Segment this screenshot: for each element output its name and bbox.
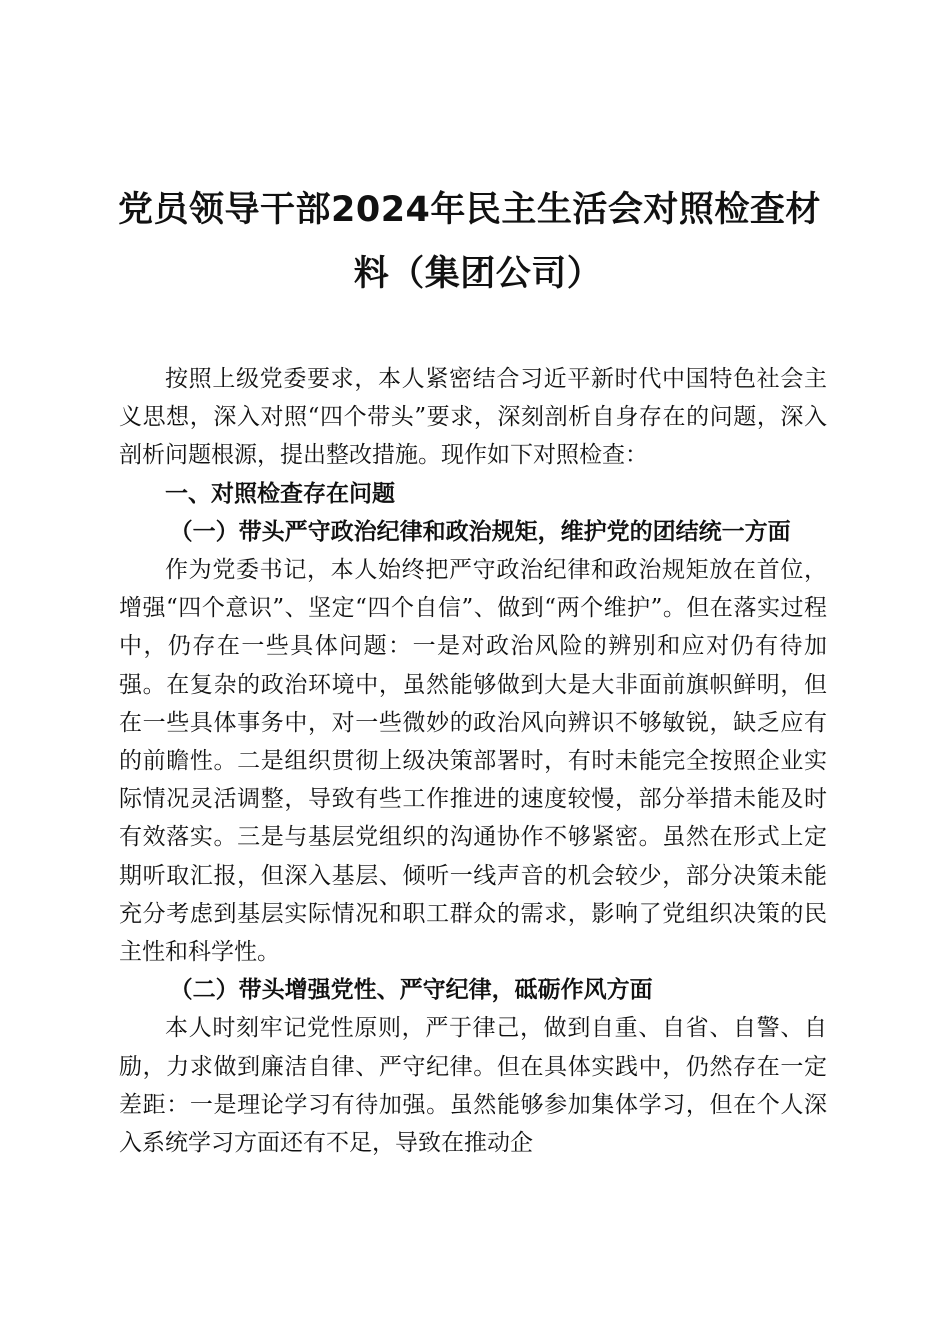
document-title — [118, 178, 838, 306]
section-1-heading: 一、对照检查存在问题 — [165, 480, 395, 507]
title-line-1: 党员领导干部2024年民主生活会对照检查材 — [118, 190, 821, 230]
document-body — [119, 360, 827, 1162]
subsection-2-paragraph: 本人时刻牢记党性原则，严于律己，做到自重、自省、自警、自励，力求做到廉洁自律、严守纪律。但在具体实践中，仍然存在一定差距：一是理论学习有待加强。虽然能够参加集体学习，但在个人深入系统学习方面还有不足，导致在推动企 — [119, 1015, 827, 1157]
intro-paragraph: 按照上级党委要求，本人紧密结合习近平新时代中国特色社会主义思想，深入对照“四个带头”要求，深刻剖析自身存在的问题，深入剖析问题根源，提出整改措施。现作如下对照检查： — [119, 366, 827, 469]
title-line-2: 料（集团公司） — [353, 254, 603, 294]
subsection-1-heading: （一）带头严守政治纪律和政治规矩，维护党的团结统一方面 — [169, 517, 791, 545]
subsection-2-heading: （二）带头增强党性、严守纪律，砥砺作风方面 — [169, 976, 653, 1004]
subsection-1-paragraph: 作为党委书记，本人始终把严守政治纪律和政治规矩放在首位，增强“四个意识”、坚定“四个自信”、做到“两个维护”。但在落实过程中，仍存在一些具体问题：一是对政治风险的辨别和应对仍有待加强。在复杂的政治环境中，虽然能够做到大是大非面前旗帜鲜明，但在一些具体事务中，对一些微妙的政治风向辨识不够敏锐，缺乏应有的前瞻性。二是组织贯彻上级决策部署时，有时未能完全按照企业实际情况灵活调整，导致有些工作推进的速度较慢，部分举措未能及时有效落实。三是与基层党组织的沟通协作不够紧密。虽然在形式上定期听取汇报，但深入基层、倾听一线声音的机会较少，部分决策未能充分考虑到基层实际情况和职工群众的需求，影响了党组织决策的民主性和科学性。 — [119, 557, 827, 966]
